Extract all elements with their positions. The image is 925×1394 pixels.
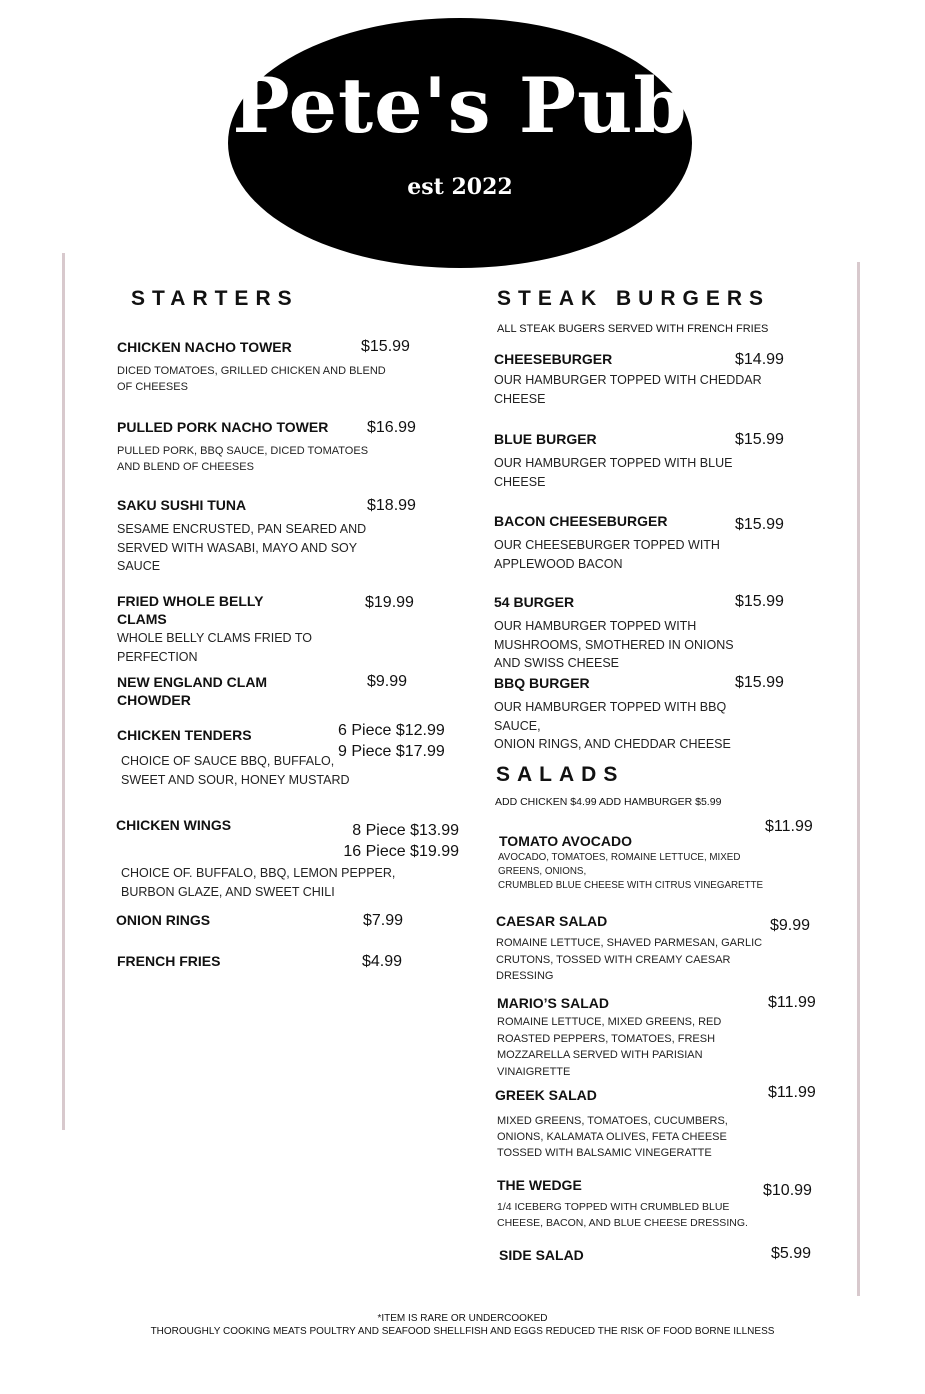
item-name: ONION RINGS [116,912,211,928]
item-name: CHICKEN TENDERS [117,727,252,743]
starters-heading: STARTERS [131,287,299,310]
item-description: AVOCADO, TOMATOES, ROMAINE LETTUCE, MIXED GREENS, ONIONS, CRUMBLED BLUE CHEESE WITH CITRUS VINEGARETTE [498,852,764,891]
item-name: FRIED WHOLE BELLY CLAMS [117,593,264,627]
item-name: CHICKEN WINGS [116,817,232,833]
item-price: $14.99 [735,351,784,368]
item-price: $15.99 [735,516,784,533]
item-description: CHOICE OF. BUFFALO, BBQ, LEMON PEPPER, BURBON GLAZE, AND SWEET CHILI [121,866,396,899]
item-name: BBQ BURGER [494,675,590,691]
item-name: 54 BURGER [494,594,575,610]
item-name: CAESAR SALAD [496,913,608,929]
item-price: $10.99 [763,1182,812,1199]
item-name: CHEESEBURGER [494,351,613,367]
item-name: BLUE BURGER [494,431,597,447]
item-price: 6 Piece $12.99 9 Piece $17.99 [338,722,445,760]
footer-rare-notice: *ITEM IS RARE OR UNDERCOOKED [377,1313,548,1324]
item-description: WHOLE BELLY CLAMS FRIED TO PERFECTION [117,631,312,664]
item-description: SESAME ENCRUSTED, PAN SEARED AND SERVED WITH WASABI, MAYO AND SOY SAUCE [117,522,367,573]
item-price: $9.99 [770,917,811,934]
item-price: $15.99 [361,338,410,355]
item-description: DICED TOMATOES, GRILLED CHICKEN AND BLEND OF CHEESES [117,365,386,393]
item-description: OUR HAMBURGER TOPPED WITH MUSHROOMS, SMOTHERED IN ONIONS AND SWISS CHEESE [494,619,734,670]
item-name: BACON CHEESEBURGER [494,513,668,529]
item-price: $4.99 [362,953,403,970]
item-price: $11.99 [768,994,816,1011]
burgers-heading: STEAK BURGERS [497,287,771,310]
item-name: MARIO’S SALAD [497,995,609,1011]
item-price: $11.99 [765,818,813,835]
item-price: $16.99 [367,419,416,436]
logo-name: Pete's Pub [232,61,688,150]
item-name: PULLED PORK NACHO TOWER [117,419,329,435]
left-divider [62,253,65,1130]
item-name: FRENCH FRIES [117,953,221,969]
item-name: NEW ENGLAND CLAM CHOWDER [117,674,268,708]
logo [228,18,692,268]
item-name: THE WEDGE [497,1177,582,1193]
item-description: ROMAINE LETTUCE, MIXED GREENS, RED ROASTED PEPPERS, TOMATOES, FRESH MOZZARELLA SERVED WITH PARISIAN VINAIGRETTE [497,1016,722,1078]
item-name: SAKU SUSHI TUNA [117,497,247,513]
item-price: $9.99 [367,673,408,690]
item-name: GREEK SALAD [495,1087,597,1103]
item-description: OUR HAMBURGER TOPPED WITH BBQ SAUCE, ONION RINGS, AND CHEDDAR CHEESE [494,700,731,751]
item-description: ROMAINE LETTUCE, SHAVED PARMESAN, GARLIC CRUTONS, TOSSED WITH CREAMY CAESAR DRESSING [496,937,763,982]
item-description: MIXED GREENS, TOMATOES, CUCUMBERS, ONIONS, KALAMATA OLIVES, FETA CHEESE TOSSED WITH BALSAMIC VINEGERATTE [497,1115,728,1159]
salads-heading: SALADS [496,763,625,786]
item-name: TOMATO AVOCADO [499,833,632,849]
item-name: CHICKEN NACHO TOWER [117,339,292,355]
item-description: PULLED PORK, BBQ SAUCE, DICED TOMATOES AND BLEND OF CHEESES [117,445,369,473]
item-description: OUR HAMBURGER TOPPED WITH CHEDDAR CHEESE [494,373,762,406]
item-price: $19.99 [365,594,414,611]
item-price: $11.99 [768,1084,816,1101]
right-divider [857,262,860,1296]
item-price: $7.99 [363,912,404,929]
salads-note: ADD CHICKEN $4.99 ADD HAMBURGER $5.99 [495,796,722,808]
footer-warning: THOROUGHLY COOKING MEATS POULTRY AND SEAFOOD SHELLFISH AND EGGS REDUCED THE RISK OF FOOD BORNE ILLNESS [150,1326,775,1337]
logo-established: est 2022 [407,174,513,200]
item-price: $15.99 [735,431,784,448]
item-price: $15.99 [735,674,784,691]
item-description: OUR CHEESEBURGER TOPPED WITH APPLEWOOD BACON [494,538,720,571]
item-name: SIDE SALAD [499,1247,584,1263]
item-description: 1/4 ICEBERG TOPPED WITH CRUMBLED BLUE CHEESE, BACON, AND BLUE CHEESE DRESSING. [497,1201,748,1229]
item-price: $5.99 [771,1245,812,1262]
item-description: OUR HAMBURGER TOPPED WITH BLUE CHEESE [494,456,733,489]
item-description: CHOICE OF SAUCE BBQ, BUFFALO, SWEET AND SOUR, HONEY MUSTARD [121,754,350,787]
item-price: $18.99 [367,497,416,514]
item-price: 8 Piece $13.99 16 Piece $19.99 [343,822,459,860]
burgers-note: ALL STEAK BUGERS SERVED WITH FRENCH FRIES [497,323,769,335]
item-price: $15.99 [735,593,784,610]
